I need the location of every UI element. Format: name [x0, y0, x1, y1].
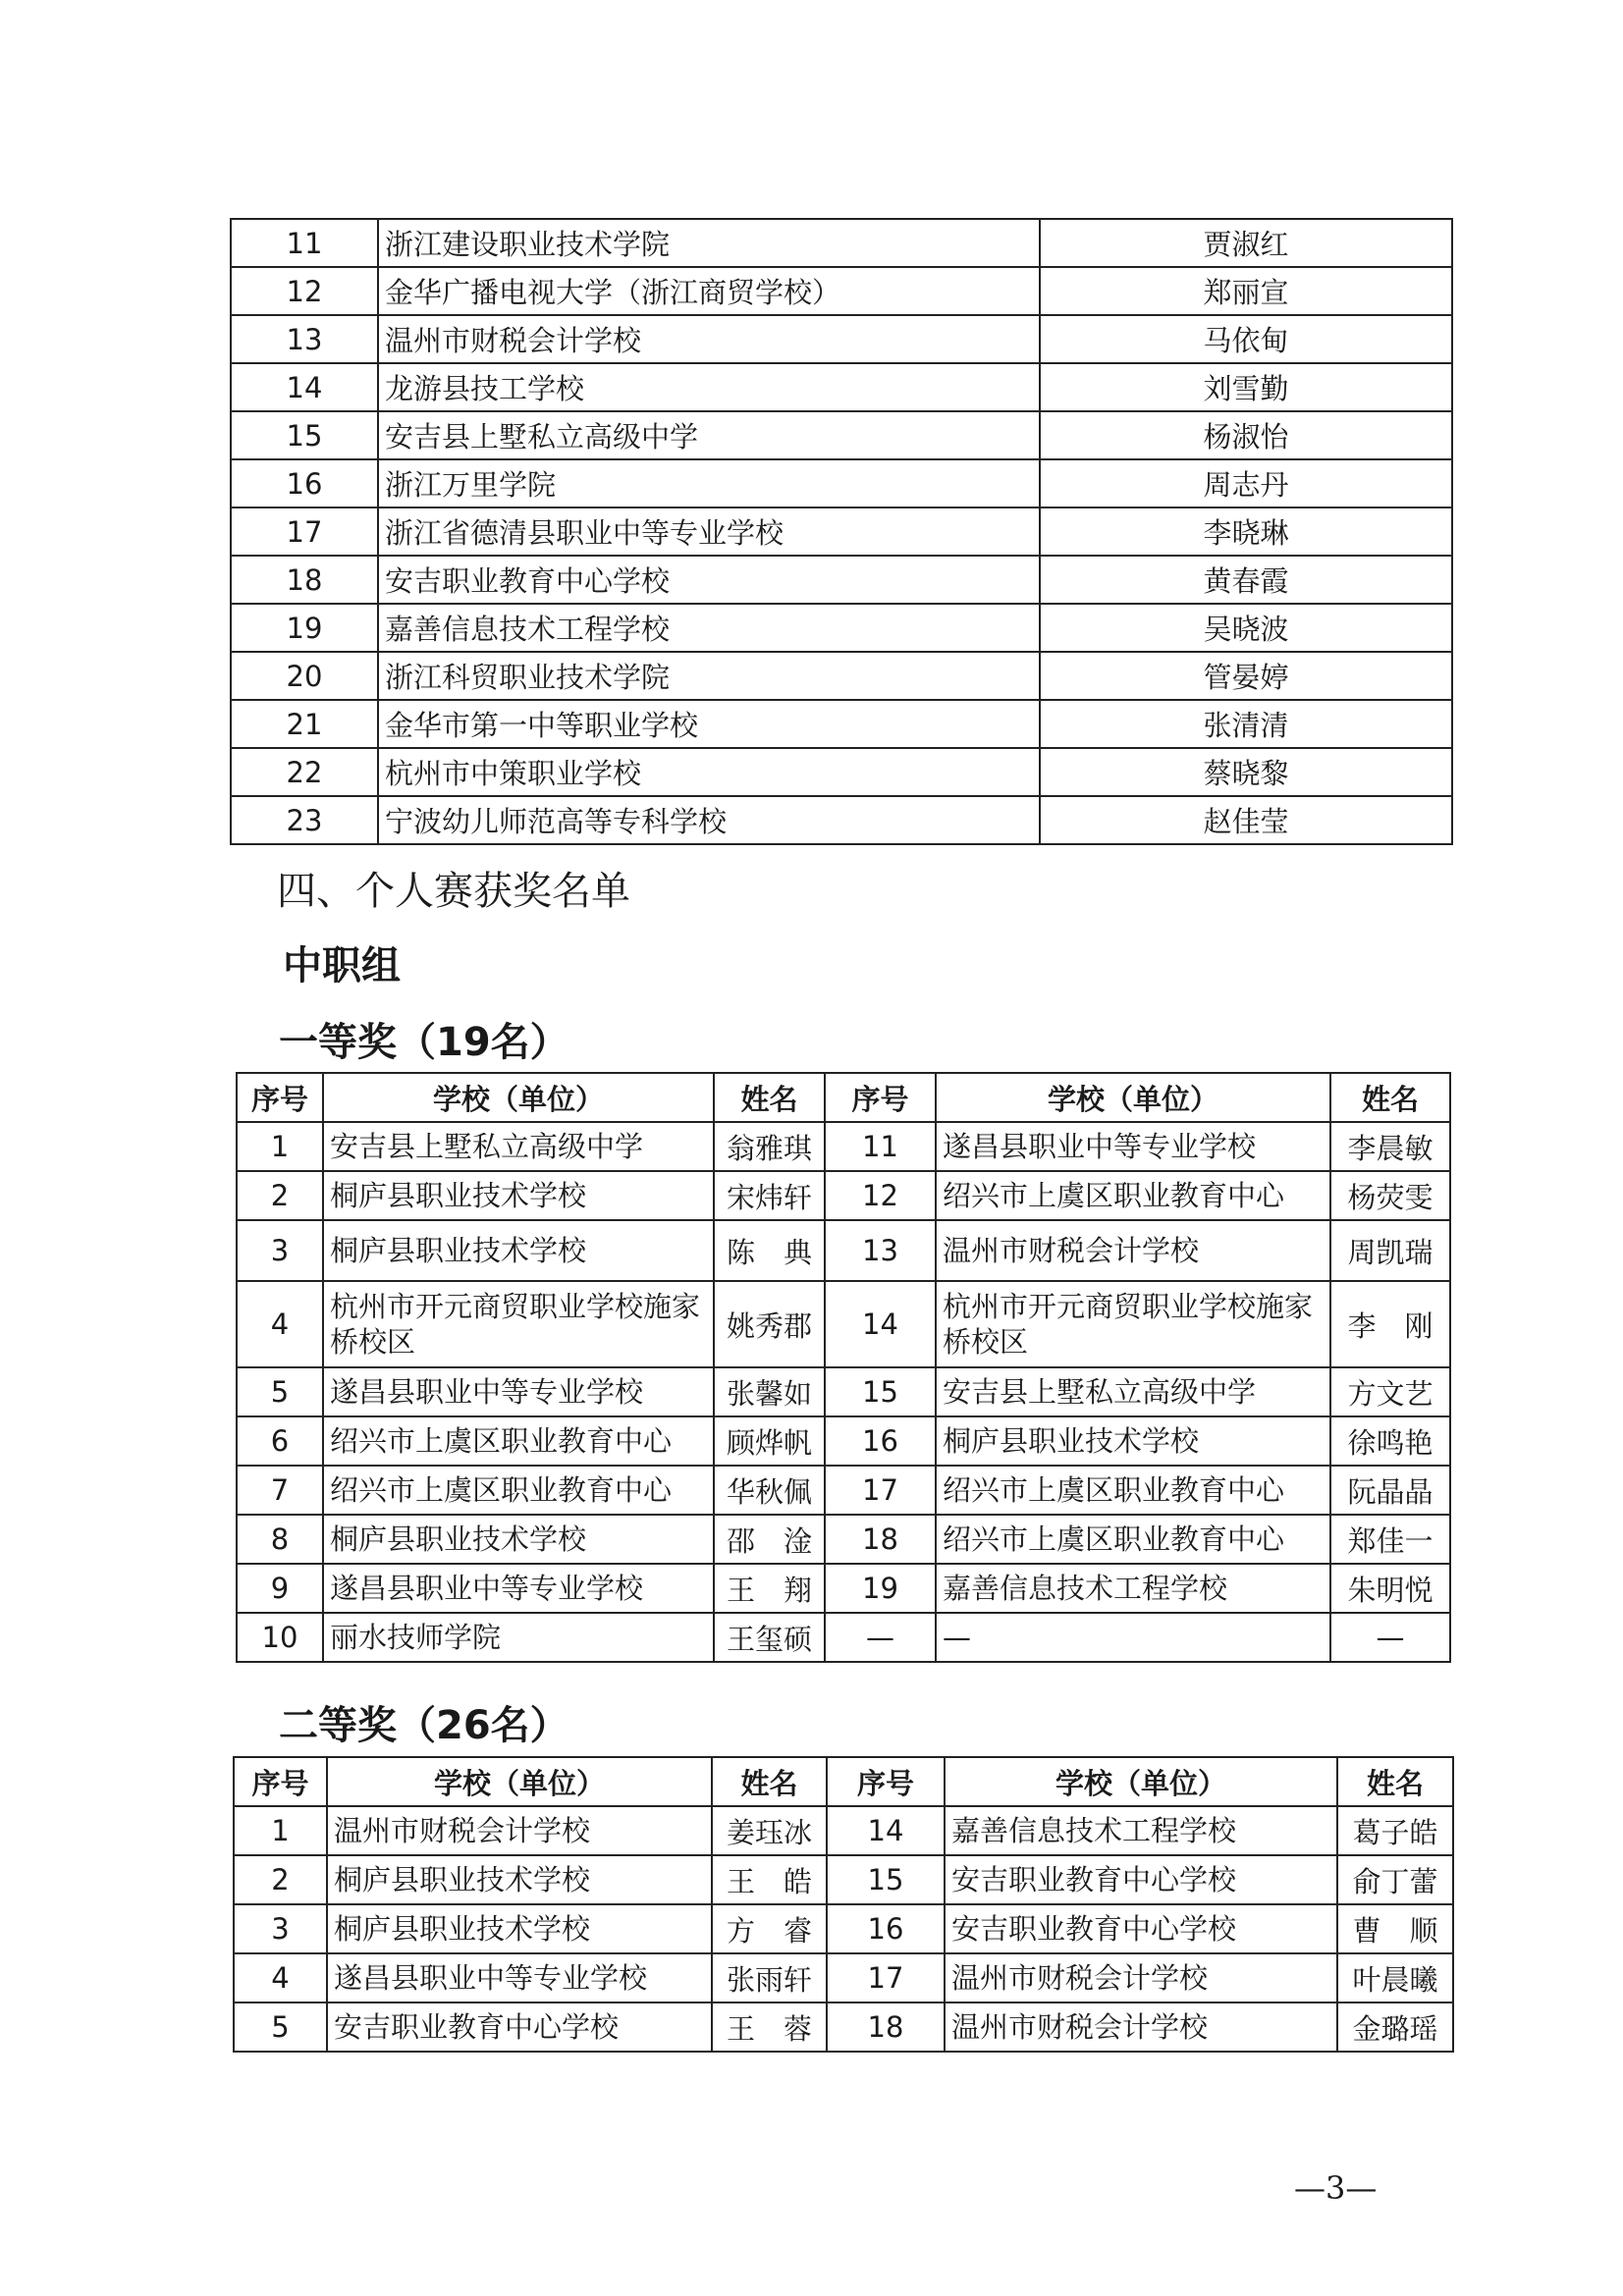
name-cell: 姜珏冰 — [712, 1806, 827, 1855]
school-cell: 安吉县上墅私立高级中学 — [378, 411, 1040, 459]
row-number: 3 — [237, 1220, 323, 1281]
school-cell: 绍兴市上虞区职业教育中心 — [323, 1416, 714, 1466]
table-row — [231, 411, 1452, 459]
table-row — [237, 1171, 1450, 1220]
name-cell: 李 刚 — [1330, 1281, 1450, 1367]
row-number: 14 — [231, 363, 378, 411]
school-cell: 浙江建设职业技术学院 — [378, 219, 1040, 267]
name-cell: 俞丁蕾 — [1337, 1855, 1453, 1904]
table-row — [231, 652, 1452, 700]
name-cell: 顾烨帆 — [714, 1416, 825, 1466]
row-number: 11 — [231, 219, 378, 267]
row-number: 19 — [825, 1564, 936, 1613]
school-cell: 丽水技师学院 — [323, 1613, 714, 1662]
name-cell: 王 翔 — [714, 1564, 825, 1613]
row-number: 2 — [237, 1171, 323, 1220]
group-heading: 中职组 — [283, 943, 401, 988]
school-cell: 绍兴市上虞区职业教育中心 — [936, 1515, 1330, 1564]
table-row — [231, 459, 1452, 507]
school-cell: 浙江省德清县职业中等专业学校 — [378, 507, 1040, 556]
second-prize-table-body — [234, 1806, 1453, 2052]
table-row — [231, 556, 1452, 604]
name-cell: 贾淑红 — [1040, 219, 1452, 267]
name-cell: 翁雅琪 — [714, 1122, 825, 1171]
row-number: 15 — [825, 1367, 936, 1416]
table-row — [231, 604, 1452, 652]
name-cell: 李晓琳 — [1040, 507, 1452, 556]
name-cell: 葛子皓 — [1337, 1806, 1453, 1855]
name-cell: 吴晓波 — [1040, 604, 1452, 652]
row-number: 1 — [237, 1122, 323, 1171]
name-cell: 郑佳一 — [1330, 1515, 1450, 1564]
header-school: 学校（单位） — [327, 1757, 712, 1806]
first-prize-table — [236, 1072, 1451, 1663]
name-cell: 赵佳莹 — [1040, 796, 1452, 844]
header-school: 学校（单位） — [945, 1757, 1337, 1806]
school-cell: 安吉职业教育中心学校 — [378, 556, 1040, 604]
name-cell: 郑丽宣 — [1040, 267, 1452, 315]
school-cell: 安吉县上墅私立高级中学 — [323, 1122, 714, 1171]
row-number: 14 — [827, 1806, 945, 1855]
row-number: 15 — [827, 1855, 945, 1904]
name-cell: 阮晶晶 — [1330, 1466, 1450, 1515]
name-cell: 方 睿 — [712, 1904, 827, 1953]
header-no: 序号 — [234, 1757, 327, 1806]
header-school: 学校（单位） — [936, 1073, 1330, 1122]
name-cell: 管晏婷 — [1040, 652, 1452, 700]
table-row — [237, 1122, 1450, 1171]
section-heading: 四、个人赛获奖名单 — [277, 869, 630, 914]
name-cell: 周凯瑞 — [1330, 1220, 1450, 1281]
table-row — [231, 507, 1452, 556]
row-number: 4 — [234, 1953, 327, 2002]
school-cell: 温州市财税会计学校 — [936, 1220, 1330, 1281]
header-row — [234, 1757, 1453, 1806]
row-number: 23 — [231, 796, 378, 844]
table-row — [231, 363, 1452, 411]
table-row — [237, 1613, 1450, 1662]
second-prize-heading: 二等奖（26名） — [279, 1703, 569, 1748]
table-row — [234, 1806, 1453, 1855]
first-prize-table-body — [237, 1122, 1450, 1662]
school-cell: 金华广播电视大学（浙江商贸学校） — [378, 267, 1040, 315]
school-cell: 嘉善信息技术工程学校 — [945, 1806, 1337, 1855]
row-number: 13 — [231, 315, 378, 363]
name-cell: 张清清 — [1040, 700, 1452, 748]
row-number: 17 — [825, 1466, 936, 1515]
table-row — [231, 219, 1452, 267]
name-cell: 蔡晓黎 — [1040, 748, 1452, 796]
table-row — [237, 1281, 1450, 1367]
school-cell: 桐庐县职业技术学校 — [323, 1171, 714, 1220]
school-cell: 桐庐县职业技术学校 — [323, 1515, 714, 1564]
school-cell: 绍兴市上虞区职业教育中心 — [323, 1466, 714, 1515]
table-row — [231, 796, 1452, 844]
row-number: 7 — [237, 1466, 323, 1515]
continued-award-table — [230, 218, 1453, 845]
row-number: 16 — [827, 1904, 945, 1953]
row-number: 6 — [237, 1416, 323, 1466]
row-number: 4 — [237, 1281, 323, 1367]
school-cell: 金华市第一中等职业学校 — [378, 700, 1040, 748]
row-number: 15 — [231, 411, 378, 459]
second-prize-table — [233, 1756, 1454, 2053]
row-number: 16 — [825, 1416, 936, 1466]
school-cell: 浙江科贸职业技术学院 — [378, 652, 1040, 700]
row-number: 3 — [234, 1904, 327, 1953]
table-row — [237, 1466, 1450, 1515]
row-number: — — [825, 1613, 936, 1662]
name-cell: 李晨敏 — [1330, 1122, 1450, 1171]
header-name: 姓名 — [712, 1757, 827, 1806]
school-cell: 安吉职业教育中心学校 — [945, 1904, 1337, 1953]
table-row — [231, 700, 1452, 748]
school-cell: 杭州市开元商贸职业学校施家桥校区 — [936, 1281, 1330, 1367]
table-row — [231, 748, 1452, 796]
name-cell: 陈 典 — [714, 1220, 825, 1281]
row-number: 18 — [231, 556, 378, 604]
school-cell: 遂昌县职业中等专业学校 — [936, 1122, 1330, 1171]
school-cell: 龙游县技工学校 — [378, 363, 1040, 411]
school-cell: 绍兴市上虞区职业教育中心 — [936, 1171, 1330, 1220]
row-number: 1 — [234, 1806, 327, 1855]
school-cell: 嘉善信息技术工程学校 — [378, 604, 1040, 652]
name-cell: 王 皓 — [712, 1855, 827, 1904]
school-cell: 桐庐县职业技术学校 — [323, 1220, 714, 1281]
row-number: 17 — [827, 1953, 945, 2002]
school-cell: 宁波幼儿师范高等专科学校 — [378, 796, 1040, 844]
name-cell: 杨淑怡 — [1040, 411, 1452, 459]
school-cell: 安吉县上墅私立高级中学 — [936, 1367, 1330, 1416]
school-cell: 温州市财税会计学校 — [945, 2002, 1337, 2052]
school-cell: 桐庐县职业技术学校 — [327, 1855, 712, 1904]
row-number: 16 — [231, 459, 378, 507]
row-number: 5 — [234, 2002, 327, 2052]
school-cell: 温州市财税会计学校 — [945, 1953, 1337, 2002]
name-cell: 王 蓉 — [712, 2002, 827, 2052]
header-no: 序号 — [827, 1757, 945, 1806]
name-cell: 华秋佩 — [714, 1466, 825, 1515]
row-number: 13 — [825, 1220, 936, 1281]
header-name: 姓名 — [1330, 1073, 1450, 1122]
school-cell: 遂昌县职业中等专业学校 — [327, 1953, 712, 2002]
row-number: 17 — [231, 507, 378, 556]
row-number: 19 — [231, 604, 378, 652]
school-cell: 遂昌县职业中等专业学校 — [323, 1564, 714, 1613]
name-cell: 曹 顺 — [1337, 1904, 1453, 1953]
header-no: 序号 — [825, 1073, 936, 1122]
name-cell: 王玺硕 — [714, 1613, 825, 1662]
header-no: 序号 — [237, 1073, 323, 1122]
page-number: —3— — [1294, 2169, 1378, 2207]
row-number: 22 — [231, 748, 378, 796]
table-row — [237, 1367, 1450, 1416]
name-cell: 宋炜轩 — [714, 1171, 825, 1220]
name-cell: 叶晨曦 — [1337, 1953, 1453, 2002]
school-cell: 安吉职业教育中心学校 — [945, 1855, 1337, 1904]
school-cell: 杭州市开元商贸职业学校施家桥校区 — [323, 1281, 714, 1367]
school-cell: 杭州市中策职业学校 — [378, 748, 1040, 796]
name-cell: 金璐瑶 — [1337, 2002, 1453, 2052]
table-row — [234, 1904, 1453, 1953]
table-row — [234, 2002, 1453, 2052]
table-row — [234, 1855, 1453, 1904]
school-cell: — — [936, 1613, 1330, 1662]
header-school: 学校（单位） — [323, 1073, 714, 1122]
school-cell: 温州市财税会计学校 — [378, 315, 1040, 363]
name-cell: 徐鸣艳 — [1330, 1416, 1450, 1466]
name-cell: — — [1330, 1613, 1450, 1662]
row-number: 18 — [825, 1515, 936, 1564]
name-cell: 朱明悦 — [1330, 1564, 1450, 1613]
table-row — [237, 1416, 1450, 1466]
table-row — [231, 267, 1452, 315]
name-cell: 邵 淦 — [714, 1515, 825, 1564]
continued-award-table-body — [231, 219, 1452, 844]
row-number: 5 — [237, 1367, 323, 1416]
row-number: 9 — [237, 1564, 323, 1613]
school-cell: 绍兴市上虞区职业教育中心 — [936, 1466, 1330, 1515]
name-cell: 马依甸 — [1040, 315, 1452, 363]
table-row — [237, 1564, 1450, 1613]
name-cell: 方文艺 — [1330, 1367, 1450, 1416]
row-number: 18 — [827, 2002, 945, 2052]
school-cell: 桐庐县职业技术学校 — [327, 1904, 712, 1953]
school-cell: 桐庐县职业技术学校 — [936, 1416, 1330, 1466]
school-cell: 温州市财税会计学校 — [327, 1806, 712, 1855]
table-row — [234, 1953, 1453, 2002]
row-number: 2 — [234, 1855, 327, 1904]
row-number: 20 — [231, 652, 378, 700]
school-cell: 嘉善信息技术工程学校 — [936, 1564, 1330, 1613]
table-row — [231, 315, 1452, 363]
table-row — [237, 1220, 1450, 1281]
table-row — [237, 1515, 1450, 1564]
name-cell: 张雨轩 — [712, 1953, 827, 2002]
name-cell: 周志丹 — [1040, 459, 1452, 507]
row-number: 14 — [825, 1281, 936, 1367]
row-number: 11 — [825, 1122, 936, 1171]
name-cell: 杨荧雯 — [1330, 1171, 1450, 1220]
name-cell: 刘雪勤 — [1040, 363, 1452, 411]
school-cell: 安吉职业教育中心学校 — [327, 2002, 712, 2052]
name-cell: 姚秀郡 — [714, 1281, 825, 1367]
name-cell: 张馨如 — [714, 1367, 825, 1416]
header-name: 姓名 — [714, 1073, 825, 1122]
header-row — [237, 1073, 1450, 1122]
row-number: 8 — [237, 1515, 323, 1564]
school-cell: 浙江万里学院 — [378, 459, 1040, 507]
first-prize-heading: 一等奖（19名） — [279, 1020, 569, 1065]
name-cell: 黄春霞 — [1040, 556, 1452, 604]
header-name: 姓名 — [1337, 1757, 1453, 1806]
row-number: 10 — [237, 1613, 323, 1662]
row-number: 12 — [231, 267, 378, 315]
row-number: 12 — [825, 1171, 936, 1220]
school-cell: 遂昌县职业中等专业学校 — [323, 1367, 714, 1416]
row-number: 21 — [231, 700, 378, 748]
